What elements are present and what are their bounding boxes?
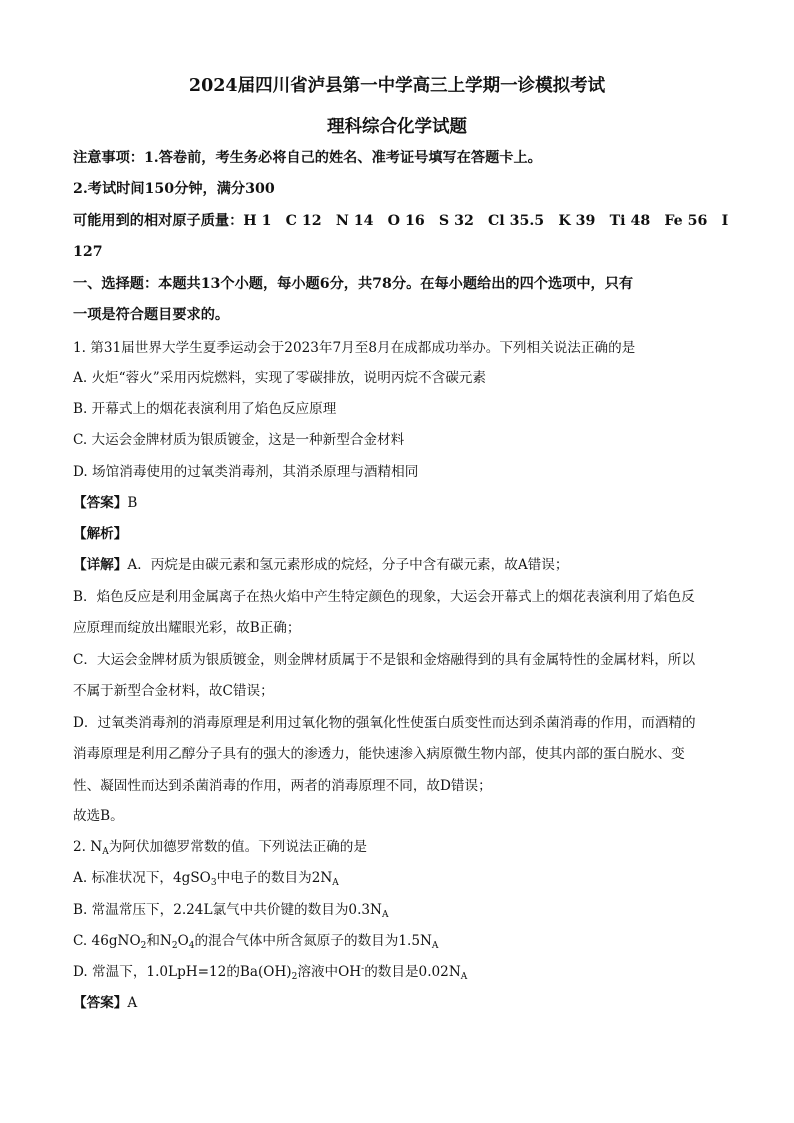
q1-option-d: D. 场馆消毒使用的过氧类消毒剂，其消杀原理与酒精相同 [73, 464, 419, 480]
text-run: D. 常温下，1.0LpH=12的Ba(OH) [73, 964, 292, 980]
q1-detail-line: B．焰色反应是利用金属离子在热火焰中产生特定颜色的现象，大运会开幕式上的烟花表演利用了焰色反 [73, 589, 695, 605]
subscript: 4 [188, 941, 195, 951]
q1-detail-line: 消毒原理是利用乙醇分子具有的强大的渗透力，能快速渗入病原微生物内部，使其内部的蛋白脱水、变 [73, 746, 685, 762]
subscript: 2 [291, 972, 298, 982]
answer-label: 【答案】 [73, 995, 128, 1011]
answer-value: B [127, 495, 138, 511]
notice-line-1: 注意事项：1.答卷前，考生务必将自己的姓名、准考证号填写在答题卡上。 [73, 150, 542, 166]
subscript: A [102, 847, 109, 857]
text-run: 和N [146, 933, 172, 949]
text-run: B. 常温常压下，2.24L氯气中共价键的数目为0.3N [73, 902, 382, 918]
text-run: 2. N [73, 839, 103, 855]
subscript: 3 [210, 878, 217, 888]
text-run: 的混合气体中所含氮原子的数目为1.5N [194, 933, 432, 949]
answer-value: A [127, 995, 138, 1011]
q1-analysis-label: 【解析】 [73, 526, 128, 542]
text-run: 溶液中OH [297, 964, 362, 980]
atomic-mass-line-cont: 127 [73, 244, 103, 260]
q1-detail-line [73, 555, 568, 575]
q2-stem [73, 837, 367, 857]
q1-detail-line: 故选B。 [73, 808, 124, 824]
text-run: A. 标准状况下，4gSO [73, 870, 211, 886]
q2-option-b [73, 900, 388, 920]
q1-option-b: B. 开幕式上的烟花表演利用了焰色反应原理 [73, 401, 337, 417]
text-run: 为阿伏加德罗常数的值。下列说法正确的是 [108, 839, 367, 855]
text-run: 的数目是0.02N [364, 964, 461, 980]
notice-line-2: 2.考试时间150分钟，满分300 [73, 181, 275, 197]
q1-option-a: A. 火炬“蓉火”采用丙烷燃料，实现了零碳排放，说明丙烷不含碳元素 [73, 370, 486, 386]
q1-answer [73, 493, 137, 513]
exam-title: 2024届四川省泸县第一中学高三上学期一诊模拟考试 [188, 76, 606, 96]
exam-subtitle: 理科综合化学试题 [327, 117, 467, 137]
text-run: O [177, 933, 189, 949]
q1-stem: 1. 第31届世界大学生夏季运动会于2023年7月至8月在成都成功举办。下列相关说法正确的是 [73, 340, 636, 356]
subscript: A [431, 941, 439, 951]
text-run: C. 46gNO [73, 933, 141, 949]
subscript: 2 [171, 941, 178, 951]
answer-label: 【答案】 [73, 495, 128, 511]
q2-option-a [73, 868, 339, 888]
subscript: A [332, 878, 339, 888]
detail-text: A．丙烷是由碳元素和氢元素形成的烷烃，分子中含有碳元素，故A错误； [127, 557, 569, 573]
subscript: A [460, 972, 468, 982]
text-run: 中电子的数目为2N [216, 870, 333, 886]
q1-detail-line: D．过氧类消毒剂的消毒原理是利用过氧化物的强氧化性使蛋白质变性而达到杀菌消毒的作用，而酒精的 [73, 715, 696, 731]
subscript: 2 [140, 941, 147, 951]
detail-label: 【详解】 [73, 557, 128, 573]
q1-detail-line: 不属于新型合金材料，故C错误； [73, 683, 274, 699]
q1-detail-line: 应原理而绽放出耀眼光彩，故B正确； [73, 620, 301, 636]
section-heading-2: 一项是符合题目要求的。 [73, 307, 230, 323]
subscript: A [381, 910, 389, 920]
q2-option-d [73, 962, 467, 982]
q1-detail-line: C．大运会金牌材质为银质镀金，则金牌材质属于不是银和金熔融得到的具有金属特性的金属材料，所以 [73, 652, 696, 668]
q1-option-c: C. 大运会金牌材质为银质镀金，这是一种新型合金材料 [73, 432, 405, 448]
atomic-mass-line: 可能用到的相对原子质量：H 1 C 12 N 14 O 16 S 32 Cl 35.5 K 39 Ti 48 Fe 56 I [73, 213, 729, 229]
section-heading-1: 一、选择题：本题共13个小题，每小题6分，共78分。在每小题给出的四个选项中，只有 [73, 276, 634, 292]
q2-option-c [73, 931, 438, 951]
superscript: - [361, 964, 365, 974]
q1-detail-line: 性、凝固性而达到杀菌消毒的作用，两者的消毒原理不同，故D错误； [73, 778, 492, 794]
q2-answer [73, 993, 137, 1013]
